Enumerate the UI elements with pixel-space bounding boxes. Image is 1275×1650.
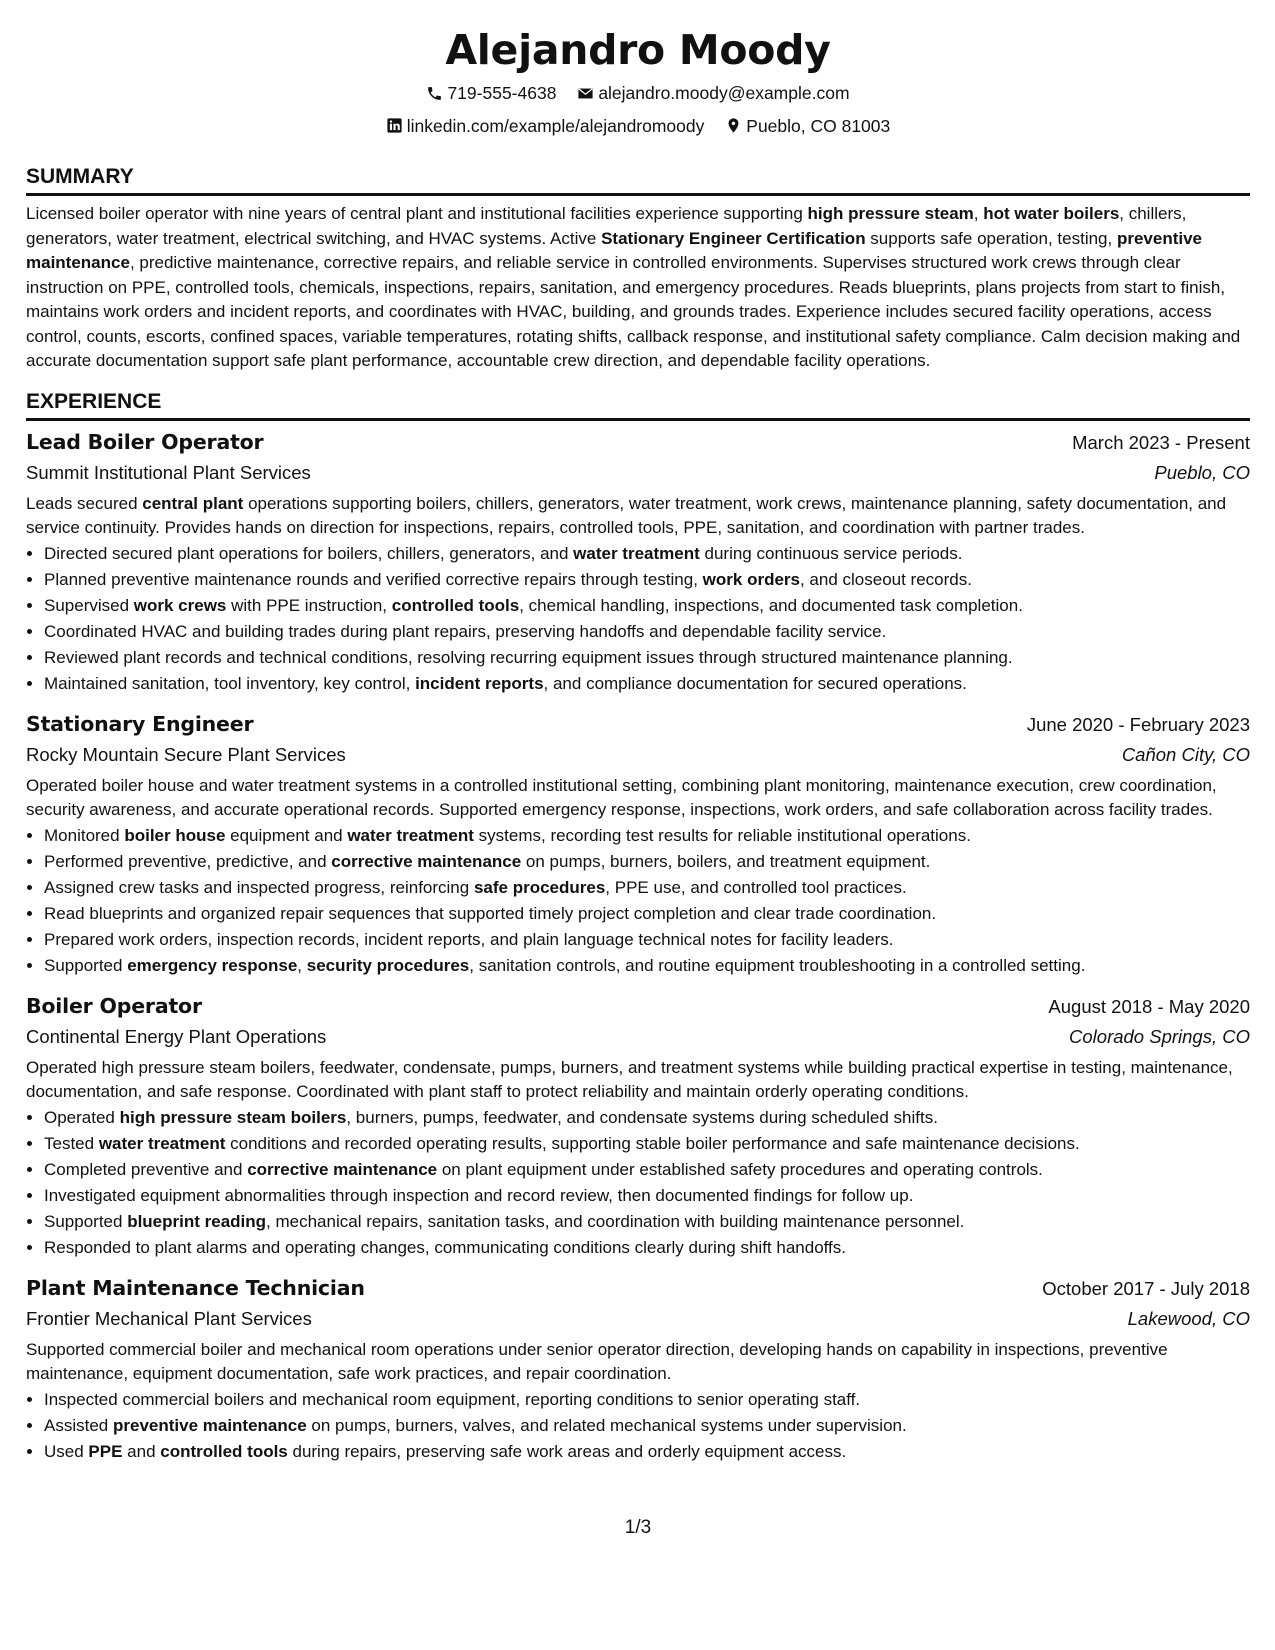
map-marker-icon (725, 117, 742, 134)
job-description (26, 1338, 1250, 1387)
bullet-item (44, 1183, 1250, 1209)
job-entry (26, 991, 1250, 1261)
contact-info (26, 78, 1250, 143)
text-run: on plant equipment under established safety procedures and operating controls. (437, 1159, 1043, 1179)
text-run: equipment and (225, 825, 348, 845)
text-run: on pumps, burners, valves, and related mechanical systems under supervision. (306, 1415, 907, 1435)
job-bullets (26, 823, 1250, 979)
job-dates: March 2023 - Present (1072, 431, 1250, 453)
text-run: Assisted (44, 1415, 113, 1435)
bullet-item (44, 953, 1250, 979)
text-run: Operated boiler house and water treatment systems in a controlled institutional setting, combining plant monitoring, maintenance execution, crew coordination, security awareness, and accurate operational records. Supported emergency response, inspections, work orders, and safe collaboration across facility trades. (26, 775, 1217, 819)
bold-keyword: blueprint reading (127, 1211, 267, 1231)
text-run: , burners, pumps, feedwater, and condensate systems during scheduled shifts. (346, 1107, 938, 1127)
experience-heading: EXPERIENCE (26, 388, 1250, 421)
job-header-row (26, 709, 1250, 740)
bold-keyword: work crews (133, 595, 227, 615)
bold-keyword: boiler house (124, 825, 226, 845)
bold-keyword: central plant (142, 493, 244, 513)
text-run: , predictive maintenance, corrective repairs, and reliable service in controlled environments. Supervises structured work crews through clear instruction on PPE, controlled tools, chemicals, inspections, repairs, sanitation, and emergency procedures. Reads blueprints, plans projects from start to finish, maintains work orders and incident reports, and coordinates with HVAC, building, and grounds trades. Experience includes secured facility operations, access control, counts, escorts, confined spaces, variable temperatures, rotating shifts, callback response, and institutional safety compliance. Calm decision making and accurate documentation support safe plant performance, accountable crew direction, and dependable facility operations. (26, 253, 1241, 370)
bullet-item (44, 1413, 1250, 1439)
text-run: , chillers, generators, water treatment, electrical switching, and HVAC systems. Active (26, 204, 1187, 248)
email-address: alejandro.moody@example.com (598, 83, 850, 103)
text-run: Completed preventive and (44, 1159, 248, 1179)
job-dates: October 2017 - July 2018 (1042, 1277, 1250, 1299)
job-company: Summit Institutional Plant Services (26, 461, 311, 483)
text-run: Tested (44, 1133, 99, 1153)
text-run: Inspected commercial boilers and mechanical room equipment, reporting conditions to senior operating staff. (44, 1389, 861, 1409)
text-run: Responded to plant alarms and operating changes, communicating conditions clearly during shift handoffs. (44, 1237, 847, 1257)
job-dates: August 2018 - May 2020 (1048, 995, 1250, 1017)
text-run: Coordinated HVAC and building trades during plant repairs, preserving handoffs and dependable facility service. (44, 621, 887, 641)
text-run: Operated (44, 1107, 120, 1127)
job-description (26, 774, 1250, 823)
bullet-item (44, 645, 1250, 671)
job-entry (26, 427, 1250, 697)
bold-keyword: security procedures (306, 955, 470, 975)
text-run: systems, recording test results for reliable institutional operations. (473, 825, 971, 845)
text-run: conditions and recorded operating results, supporting stable boiler performance and safe maintenance decisions. (225, 1133, 1080, 1153)
candidate-name: Alejandro Moody (445, 26, 831, 74)
bullet-item (44, 1105, 1250, 1131)
bold-keyword: PPE (88, 1441, 123, 1461)
summary-text (26, 202, 1250, 374)
job-company-row (26, 458, 1250, 488)
text-run: Supported (44, 955, 128, 975)
text-run: during continuous service periods. (699, 543, 963, 563)
job-title: Boiler Operator (26, 993, 202, 1018)
linkedin-icon (386, 117, 403, 134)
page-number: 1/3 (624, 1517, 652, 1538)
text-run: and (122, 1441, 161, 1461)
resume-page (26, 0, 1250, 1650)
text-run: Supervised (44, 595, 134, 615)
bullet-item (44, 619, 1250, 645)
job-location: Cañon City, CO (1121, 743, 1250, 765)
bullet-item (44, 567, 1250, 593)
text-run: during repairs, preserving safe work areas and orderly equipment access. (287, 1441, 847, 1461)
text-run: on pumps, burners, boilers, and treatment equipment. (521, 851, 931, 871)
bold-keyword: incident reports (415, 673, 544, 693)
job-title: Lead Boiler Operator (26, 429, 264, 454)
text-run: Maintained sanitation, tool inventory, key control, (44, 673, 416, 693)
job-entry (26, 709, 1250, 979)
text-run: Supported (44, 1211, 128, 1231)
job-bullets (26, 541, 1250, 697)
text-run: , sanitation controls, and routine equipment troubleshooting in a controlled setting. (469, 955, 1086, 975)
job-bullets (26, 1387, 1250, 1465)
job-company: Continental Energy Plant Operations (26, 1025, 327, 1047)
job-company: Frontier Mechanical Plant Services (26, 1307, 312, 1329)
job-entry (26, 1273, 1250, 1465)
text-run: , (297, 955, 307, 975)
job-company-row (26, 740, 1250, 770)
bullet-item (44, 1157, 1250, 1183)
text-run: , chemical handling, inspections, and documented task completion. (519, 595, 1023, 615)
job-title: Plant Maintenance Technician (26, 1275, 365, 1300)
bullet-item (44, 823, 1250, 849)
bullet-item (44, 1387, 1250, 1413)
job-location: Colorado Springs, CO (1069, 1025, 1250, 1047)
text-run: Licensed boiler operator with nine years of central plant and institutional facilities experience supporting (26, 204, 808, 223)
bullet-item (44, 1131, 1250, 1157)
text-run: Operated high pressure steam boilers, feedwater, condensate, pumps, burners, and treatment systems while building practical expertise in testing, maintenance, documentation, and safe response. Coordinated with plant staff to protect reliability and maintain orderly operating conditions. (26, 1057, 1233, 1101)
job-bullets (26, 1105, 1250, 1261)
bold-keyword: Stationary Engineer Certification (601, 228, 866, 248)
summary-section (26, 163, 1250, 374)
bold-keyword: water treatment (573, 543, 700, 563)
email-contact[interactable] (577, 78, 849, 108)
job-company-row (26, 1304, 1250, 1334)
bullet-item (44, 593, 1250, 619)
job-description (26, 1056, 1250, 1105)
experience-section (26, 388, 1250, 1465)
bold-keyword: work orders (702, 569, 800, 589)
text-run: Used (44, 1441, 89, 1461)
job-location: Pueblo, CO (1154, 461, 1250, 483)
job-header-row (26, 1273, 1250, 1304)
text-run: Investigated equipment abnormalities through inspection and record review, then documented findings for follow up. (44, 1185, 914, 1205)
text-run: Leads secured (26, 493, 143, 513)
job-list (26, 427, 1250, 1465)
bullet-item (44, 1209, 1250, 1235)
bullet-item (44, 875, 1250, 901)
bold-keyword: emergency response (127, 955, 298, 975)
text-run: , and compliance documentation for secured operations. (543, 673, 967, 693)
job-header-row (26, 991, 1250, 1022)
linkedin-url: linkedin.com/example/alejandromoody (406, 115, 705, 136)
text-run: Directed secured plant operations for boilers, chillers, generators, and (44, 543, 574, 563)
text-run: , (973, 204, 984, 223)
job-title: Stationary Engineer (26, 711, 254, 736)
bullet-item (44, 671, 1250, 697)
job-description (26, 492, 1250, 541)
text-run: operations supporting boilers, chillers, generators, water treatment, work crews, maintenance planning, safety documentation, and service continuity. Provides hands on direction for inspections, repairs, controlled tools, PPE, sanitation, and coordination with partner trades. (26, 493, 1227, 537)
text-run: Prepared work orders, inspection records, incident reports, and plain language technical notes for facility leaders. (44, 929, 894, 949)
phone-number: 719-555-4638 (447, 83, 557, 103)
text-run: Read blueprints and organized repair sequences that supported timely project completion and clear trade coordination. (44, 903, 937, 923)
bold-keyword: corrective maintenance (247, 1159, 438, 1179)
text-run: Performed preventive, predictive, and (44, 851, 332, 871)
linkedin-contact[interactable] (386, 111, 705, 141)
bold-keyword: controlled tools (160, 1441, 288, 1461)
bold-keyword: preventive maintenance (26, 228, 1202, 272)
text-run: , and closeout records. (799, 569, 972, 589)
job-company: Rocky Mountain Secure Plant Services (26, 743, 346, 765)
bullet-item (44, 541, 1250, 567)
text-run: Planned preventive maintenance rounds and verified corrective repairs through testing, (44, 569, 703, 589)
bold-keyword: corrective maintenance (331, 851, 522, 871)
text-run: Assigned crew tasks and inspected progress, reinforcing (44, 877, 474, 897)
bold-keyword: water treatment (347, 825, 474, 845)
bullet-item (44, 927, 1250, 953)
job-company-row (26, 1022, 1250, 1052)
text-run: Supported commercial boiler and mechanical room operations under senior operator direction, developing hands on capability in inspections, preventive maintenance, equipment documentation, safe work practices, and repair coordination. (26, 1339, 1168, 1383)
bullet-item (44, 849, 1250, 875)
bullet-item (44, 901, 1250, 927)
text-run: Reviewed plant records and technical conditions, resolving recurring equipment issues through structured maintenance planning. (44, 647, 1013, 667)
location-contact (725, 111, 890, 141)
bold-keyword: high pressure steam (807, 204, 974, 223)
text-run: , PPE use, and controlled tool practices. (605, 877, 907, 897)
bold-keyword: controlled tools (391, 595, 520, 615)
text-run: Monitored (44, 825, 125, 845)
bullet-item (44, 1235, 1250, 1261)
text-run: , mechanical repairs, sanitation tasks, and coordination with building maintenance personnel. (266, 1211, 965, 1231)
job-dates: June 2020 - February 2023 (1026, 713, 1250, 735)
phone-icon (426, 85, 443, 102)
summary-heading: SUMMARY (26, 163, 1250, 196)
bold-keyword: high pressure steam boilers (119, 1107, 347, 1127)
bullet-item (44, 1439, 1250, 1465)
bold-keyword: hot water boilers (983, 204, 1120, 223)
job-header-row (26, 427, 1250, 458)
location-text: Pueblo, CO 81003 (746, 115, 891, 136)
job-location: Lakewood, CO (1127, 1307, 1250, 1329)
bold-keyword: preventive maintenance (112, 1415, 307, 1435)
text-run: with PPE instruction, (226, 595, 392, 615)
bold-keyword: safe procedures (473, 877, 606, 897)
phone-contact[interactable] (426, 78, 556, 108)
bold-keyword: water treatment (98, 1133, 226, 1153)
text-run: supports safe operation, testing, (865, 228, 1117, 248)
envelope-icon (577, 85, 594, 102)
